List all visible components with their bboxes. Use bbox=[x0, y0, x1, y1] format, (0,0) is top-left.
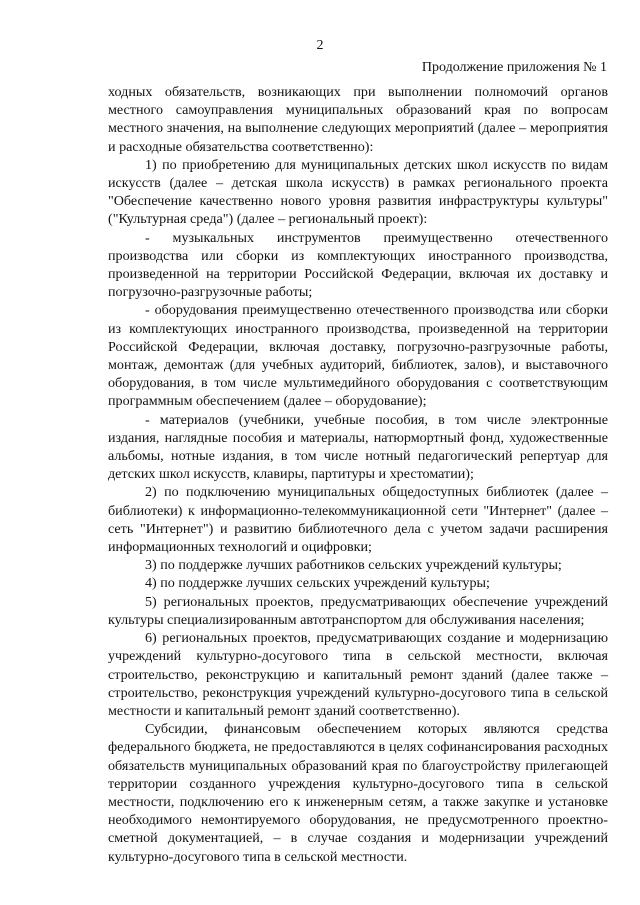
paragraph-continuation: ходных обязательств, возникающих при выполнении полномочий органов местного самоуправления муниципальных образований края по вопросам местного значения, на выполнение следующих мероприятий (далее – мероприятия и расходные обязательства соответственно): bbox=[108, 84, 608, 155]
paragraph-musical-instruments: - музыкальных инструментов преимущественно отечественного производства или сборки из комплектующих иностранного производства, произведенной на территории Российской Федерации, включая их доставку и погрузочно-разгрузочные работы; bbox=[108, 229, 608, 301]
paragraph-equipment: - оборудования преимущественно отечественного производства или сборки из комплектующих иностранного производства, произведенной на территории Российской Федерации, включая доставку, погрузочно-разгрузочные работы, монтаж, демонтаж (для учебных аудиторий, библиотек, залов), и выставочного оборудования, в том числе мультимедийного оборудования с соответствующим программным обеспечением (далее – оборудование); bbox=[108, 302, 608, 410]
page-number: 2 bbox=[316, 38, 324, 53]
document-body bbox=[108, 83, 608, 866]
paragraph-materials: - материалов (учебники, учебные пособия, в том числе электронные издания, наглядные пособия и материалы, натюрмортный фонд, художественные альбомы, нотные издания, в том числе нотный педагогический репертуар для детских школ искусств, клавиры, партитуры и хрестоматии); bbox=[108, 411, 608, 483]
paragraph-item-1: 1) по приобретению для муниципальных детских школ искусств по видам искусств (далее – детская школа искусств) в рамках регионального проекта "Обеспечение качественно нового уровня развития инфраструктуры культуры" ("Культурная среда") (далее – региональный проект): bbox=[108, 156, 608, 228]
paragraph-item-6: 6) региональных проектов, предусматривающих создание и модернизацию учреждений культурно-досугового типа в сельской местности, включая строительство, реконструкцию и капитальный ремонт зданий (далее также – строительство, реконструкция учреждений культурно-досугового типа в сельской местности и капитальный ремонт зданий соответственно). bbox=[108, 630, 608, 719]
appendix-continuation-note: Продолжение приложения № 1 bbox=[421, 60, 607, 75]
paragraph-subsidies: Субсидии, финансовым обеспечением которых являются средства федерального бюджета, не предоставляются в целях софинансирования расходных обязательств муниципальных образований края по благоустройству прилегающей территории созданного учреждения культурно-досугового типа в сельской местности, подключению его к инженерным сетям, а также закупке и установке необходимого немонтируемого оборудования, не предусмотренного проектно-сметной документацией, – в случае создания и модернизации учреждений культурно-досугового типа в сельской местности. bbox=[108, 721, 608, 865]
paragraph-item-5: 5) региональных проектов, предусматривающих обеспечение учреждений культуры специализированным автотранспортом для обслуживания населения; bbox=[108, 593, 608, 628]
paragraph-item-2: 2) по подключению муниципальных общедоступных библиотек (далее – библиотеки) к информационно-телекоммуникационной сети "Интернет" (далее – сеть "Интернет") и развитию библиотечного дела с учетом задачи расширения информационных технологий и оцифровки; bbox=[108, 484, 608, 556]
paragraph-item-4: 4) по поддержке лучших сельских учреждений культуры; bbox=[145, 575, 490, 592]
paragraph-item-3: 3) по поддержке лучших работников сельских учреждений культуры; bbox=[145, 557, 562, 574]
